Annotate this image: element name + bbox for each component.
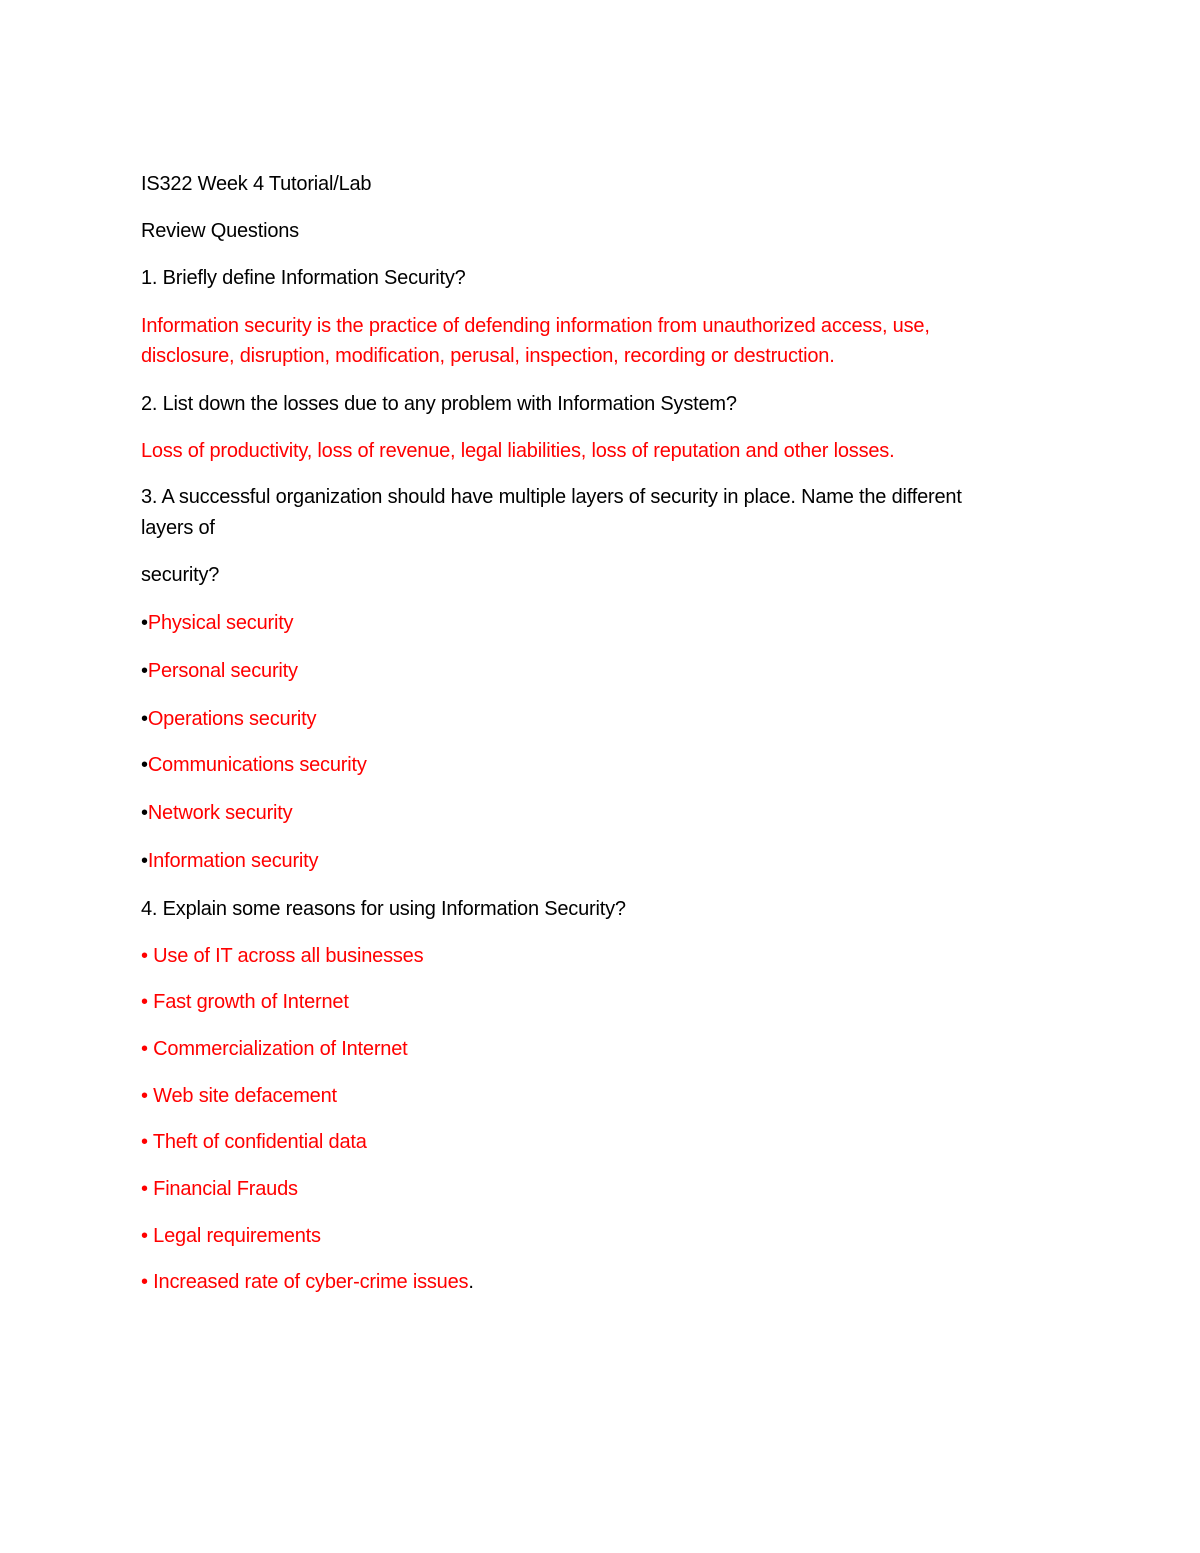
bullet-icon: • (141, 1131, 148, 1153)
bullet-icon: • (141, 612, 148, 634)
question-3-line-2: layers of (141, 517, 215, 539)
bullet-icon: • (141, 802, 148, 824)
bullet-icon: • (141, 1085, 148, 1107)
bullet-icon: • (141, 1038, 148, 1060)
bullet-icon: • (141, 708, 148, 730)
list-item (141, 849, 318, 873)
reason-item: Increased rate of cyber-crime issues (153, 1271, 469, 1293)
list-item (141, 1037, 407, 1061)
question-4: 4. Explain some reasons for using Information Security? (141, 898, 626, 920)
answer-1-line-1: Information security is the practice of defending information from unauthorized access, use, (141, 315, 930, 337)
reason-item: Use of IT across all businesses (153, 945, 424, 967)
document-subtitle: Review Questions (141, 220, 299, 242)
question-3-line-3: security? (141, 564, 220, 586)
list-item (141, 753, 367, 777)
bullet-icon: • (141, 991, 148, 1013)
list-item (141, 1177, 298, 1201)
list-item (141, 659, 298, 683)
list-item (141, 990, 349, 1014)
bullet-icon: • (141, 660, 148, 682)
answer-1-line-2: disclosure, disruption, modification, perusal, inspection, recording or destruction. (141, 345, 835, 367)
layer-operations: Operations security (147, 708, 317, 730)
final-period: . (468, 1271, 474, 1293)
list-item (141, 707, 316, 731)
list-item (141, 1224, 321, 1248)
bullet-icon: • (141, 1271, 148, 1293)
list-item (141, 944, 423, 968)
layer-communications: Communications security (147, 754, 367, 776)
reason-item: Web site defacement (153, 1085, 337, 1107)
list-item (141, 1084, 337, 1108)
bullet-icon: • (141, 945, 148, 967)
layer-network: Network security (147, 802, 293, 824)
layer-physical: Physical security (147, 612, 294, 634)
bullet-icon: • (141, 1178, 148, 1200)
bullet-icon: • (141, 850, 148, 872)
question-2: 2. List down the losses due to any problem with Information System? (141, 393, 737, 415)
answer-2: Loss of productivity, loss of revenue, legal liabilities, loss of reputation and other losses. (141, 440, 895, 462)
question-3-line-1: 3. A successful organization should have multiple layers of security in place. Name the different (141, 486, 962, 508)
question-1: 1. Briefly define Information Security? (141, 267, 466, 289)
bullet-icon: • (141, 754, 148, 776)
document-title: IS322 Week 4 Tutorial/Lab (141, 173, 372, 195)
reason-item: Fast growth of Internet (153, 991, 349, 1013)
list-item (141, 801, 292, 825)
layer-information: Information security (147, 850, 319, 872)
bullet-icon: • (141, 1225, 148, 1247)
list-item (141, 1270, 474, 1294)
list-item (141, 611, 293, 635)
reason-item: Financial Frauds (153, 1178, 298, 1200)
reason-item: Theft of confidential data (152, 1131, 367, 1153)
reason-item: Commercialization of Internet (153, 1038, 408, 1060)
reason-item: Legal requirements (153, 1225, 321, 1247)
list-item (141, 1130, 367, 1154)
layer-personal: Personal security (147, 660, 298, 682)
